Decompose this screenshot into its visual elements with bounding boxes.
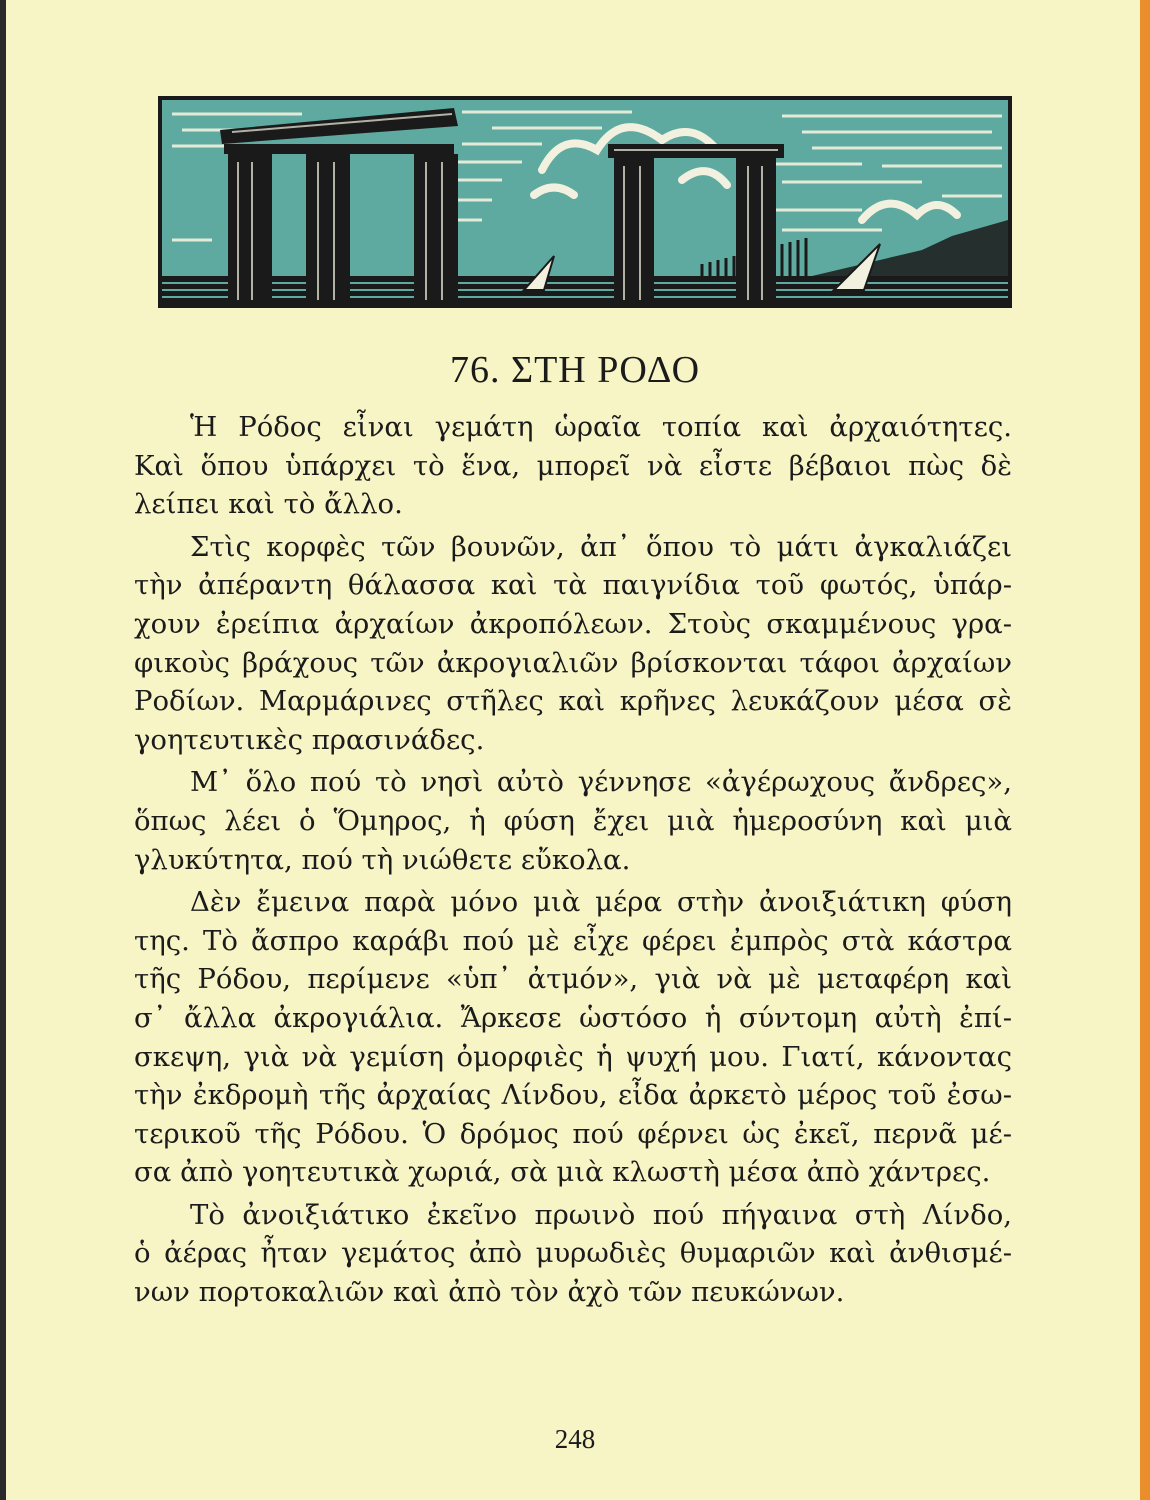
chapter-body: [134, 408, 1012, 1316]
text-line: χουν ἐρείπια ἀρχαίων ἀκροπόλεων. Στοὺς σκαμμένους γρα-: [134, 607, 1012, 640]
page-number: 248: [554, 1424, 596, 1454]
text-line: ὁ ἀέρας ἦταν γεμάτος ἀπὸ μυρωδιὲς θυμαριῶν καὶ ἀνθισμέ-: [134, 1237, 1012, 1270]
paragraph: [134, 1196, 1012, 1312]
text-line: τερικοῦ τῆς Ρόδου. Ὁ δρόμος πού φέρνει ὡς ἐκεῖ, περνᾶ μέ-: [134, 1117, 1012, 1150]
text-line: Ἡ Ρόδος εἶναι γεμάτη ὡραῖα τοπία καὶ ἀρχαιότητες.: [190, 411, 1012, 443]
text-line: τὴν ἀπέραντη θάλασσα καὶ τὰ παιγνίδια τοῦ φωτός, ὑπάρ-: [134, 569, 1012, 602]
text-line: σα ἀπὸ γοητευτικὰ χωριά, σὰ μιὰ κλωστὴ μέσα ἀπὸ χάντρες.: [134, 1156, 991, 1189]
paragraph: [134, 528, 1012, 760]
text-line: της. Τὸ ἄσπρο καράβι πού μὲ εἶχε φέρει ἐμπρὸς στὰ κάστρα: [134, 924, 1012, 957]
page-edge-right: [1140, 0, 1150, 1500]
text-line: λείπει καὶ τὸ ἄλλο.: [134, 488, 403, 521]
text-line: σ᾽ ἄλλα ἀκρογιάλια. Ἄρκεσε ὡστόσο ἡ σύντομη αὐτὴ ἐπί-: [134, 1001, 1012, 1034]
text-line: ὅπως λέει ὁ Ὅμηρος, ἡ φύση ἔχει μιὰ ἡμεροσύνη καὶ μιὰ: [134, 804, 1012, 837]
text-line: γοητευτικὲς πρασινάδες.: [134, 723, 485, 756]
page-edge-left: [0, 0, 6, 1500]
text-line: νων πορτοκαλιῶν καὶ ἀπὸ τὸν ἀχὸ τῶν πευκώνων.: [134, 1276, 845, 1309]
text-line: γλυκύτητα, πού τὴ νιώθετε εὔκολα.: [134, 843, 631, 876]
text-line: Στὶς κορφὲς τῶν βουνῶν, ἀπ᾽ ὅπου τὸ μάτι ἀγκαλιάζει: [190, 530, 1012, 563]
text-line: Δὲν ἔμεινα παρὰ μόνο μιὰ μέρα στὴν ἀνοιξιάτικη φύση: [190, 886, 1012, 919]
text-line: Ροδίων. Μαρμάρινες στῆλες καὶ κρῆνες λευκάζουν μέσα σὲ: [134, 685, 1012, 718]
temple-ruins-woodcut: [162, 100, 1008, 304]
header-illustration: [158, 96, 1012, 308]
text-line: φικοὺς βράχους τῶν ἀκρογιαλιῶν βρίσκονται τάφοι ἀρχαίων: [134, 646, 1012, 679]
chapter-title: 76. ΣΤΗ ΡΟΔΟ: [449, 349, 701, 391]
text-line: τὴν ἐκδρομὴ τῆς ἀρχαίας Λίνδου, εἶδα ἀρκετὸ μέρος τοῦ ἐσω-: [134, 1079, 1012, 1112]
text-line: Καὶ ὅπου ὑπάρχει τὸ ἕνα, μπορεῖ νὰ εἶστε βέβαιοι πὼς δὲ: [134, 449, 1012, 482]
paragraph: [134, 408, 1012, 524]
paragraph: [134, 883, 1012, 1192]
paragraph: [134, 763, 1012, 879]
text-line: Μ᾽ ὅλο πού τὸ νησὶ αὐτὸ γέννησε «ἀγέρωχους ἄνδρες»,: [190, 766, 1012, 799]
text-line: Τὸ ἀνοιξιάτικο ἐκεῖνο πρωινὸ πού πήγαινα στὴ Λίνδο,: [190, 1198, 1012, 1231]
text-line: σκεψη, γιὰ νὰ γεμίση ὀμορφιὲς ἡ ψυχή μου. Γιατί, κάνοντας: [134, 1040, 1012, 1073]
text-line: τῆς Ρόδου, περίμενε «ὑπ᾽ ἀτμόν», γιὰ νὰ μὲ μεταφέρη καὶ: [134, 963, 1012, 996]
